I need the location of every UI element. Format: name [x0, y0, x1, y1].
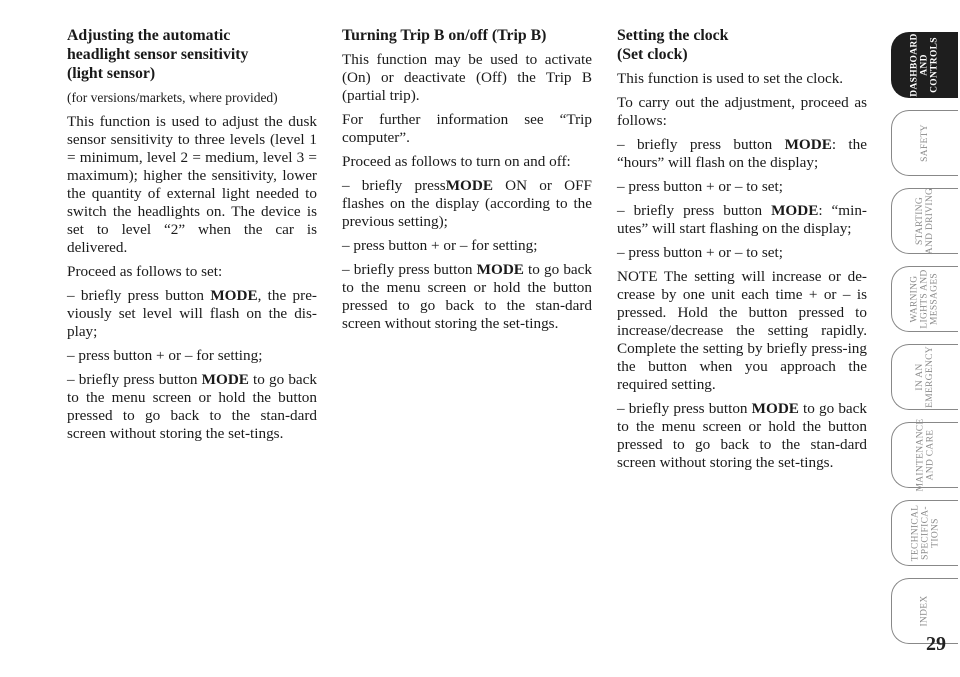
- tab-index[interactable]: [891, 578, 958, 644]
- step-item: – briefly pressMODE ON or OFF flashes on the display (according to the previous setting);: [342, 177, 593, 230]
- availability-note: (for versions/markets, where provided): [67, 90, 278, 105]
- step-item: – briefly press button MODE to go back to the menu screen or hold the button pressed to go back to the stan-dard screen without storing the set-tings.: [67, 371, 318, 442]
- tab-warning-lights[interactable]: [891, 266, 958, 332]
- section-heading-light-sensor: Adjusting the automatic headlight sensor sensitivity (light sensor): [67, 27, 249, 82]
- paragraph: Proceed as follows to turn on and off:: [342, 153, 571, 170]
- paragraph: This function is used to adjust the dusk sensor sensitivity to three levels (level 1 = minimum, level 2 = medium, level 3 = maximum); higher the sensitivity, lower the quantity of external light needed to switch the headlights on. The device is set to level “2” when the car is delivered.: [67, 113, 317, 256]
- paragraph: Proceed as follows to set:: [67, 263, 223, 280]
- step-item: – press button + or – for setting;: [67, 347, 263, 364]
- tab-label: IN AN EMERGENCY: [915, 346, 935, 408]
- tab-emergency[interactable]: [891, 344, 958, 410]
- column-trip-b: [342, 26, 592, 339]
- column-set-clock: [617, 26, 867, 478]
- page-number: 29: [926, 633, 946, 655]
- tab-starting-and-driving[interactable]: [891, 188, 958, 254]
- tab-label: TECHNICAL SPECIFICA- TIONS: [910, 504, 940, 562]
- tab-label: MAINTENANCE AND CARE: [915, 418, 935, 492]
- step-item: – press button + or – for setting;: [342, 237, 538, 254]
- paragraph: This function is used to set the clock.: [617, 70, 844, 87]
- tab-label: STARTING AND DRIVING: [915, 187, 935, 255]
- note-paragraph: NOTE The setting will increase or de-crease by one unit each time + or – is pressed. Hold the button pressed to increase/decrease the setting rapidly. Complete the setting by briefly press-ing the button when you approach the required setting.: [617, 268, 867, 393]
- section-heading-trip-b: Turning Trip B on/off (Trip B): [342, 27, 547, 44]
- paragraph: This function may be used to activate (On) or deactivate (Off) the Trip B (partial trip).: [342, 51, 592, 104]
- paragraph: To carry out the adjustment, proceed as follows:: [617, 94, 867, 129]
- step-item: – press button + or – to set;: [617, 244, 783, 261]
- tab-label: SAFETY: [919, 124, 930, 162]
- chapter-tabs: [885, 32, 960, 656]
- tab-safety[interactable]: [891, 110, 958, 176]
- section-heading-set-clock: Setting the clock (Set clock): [617, 27, 729, 63]
- tab-label: DASHBOARD AND CONTROLS: [910, 33, 940, 97]
- step-item: – press button + or – to set;: [617, 178, 783, 195]
- tab-label: INDEX: [920, 595, 930, 627]
- tab-technical-specifications[interactable]: [891, 500, 958, 566]
- step-item: – briefly press button MODE: “min-utes” will start flashing on the display;: [617, 202, 867, 237]
- paragraph: For further information see “Trip computer”.: [342, 111, 592, 146]
- step-item: – briefly press button MODE to go back to the menu screen or hold the button pressed to go back to the stan-dard screen without storing the set-tings.: [617, 400, 868, 471]
- tab-maintenance[interactable]: [891, 418, 958, 492]
- tab-label: WARNING LIGHTS AND MESSAGES: [910, 269, 940, 329]
- tab-dashboard-and-controls[interactable]: [891, 32, 958, 98]
- step-item: – briefly press button MODE, the pre-viously set level will flash on the dis-play;: [67, 287, 317, 340]
- column-light-sensor: [67, 26, 317, 449]
- step-item: – briefly press button MODE to go back to the menu screen or hold the button pressed to go back to the stan-dard screen without storing the set-tings.: [342, 261, 593, 332]
- step-item: – briefly press button MODE: the “hours” will flash on the display;: [617, 136, 867, 171]
